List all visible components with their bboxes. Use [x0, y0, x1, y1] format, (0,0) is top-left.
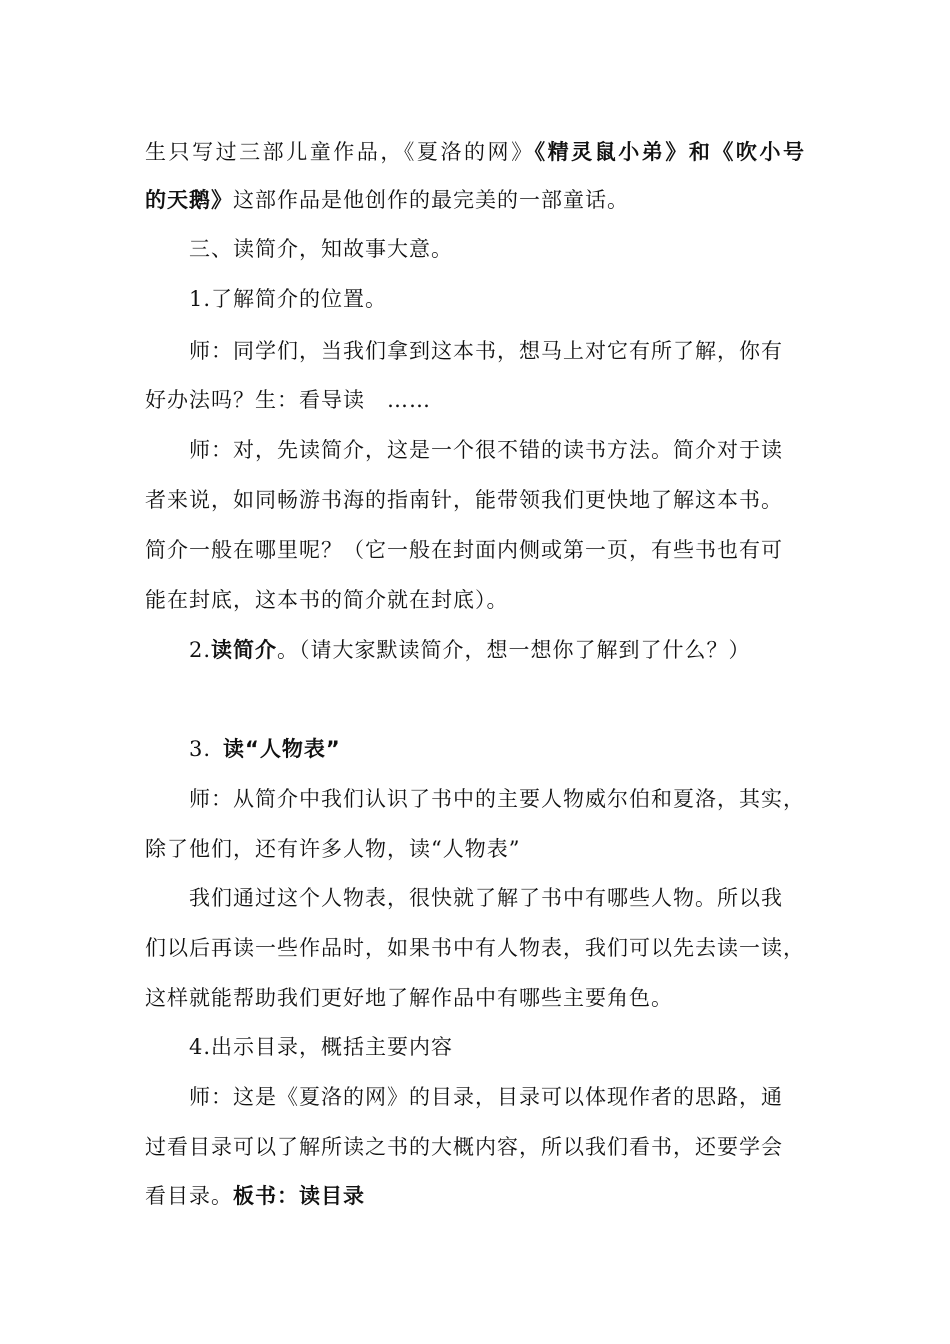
- paragraph-line: [145, 184, 629, 216]
- paragraph-line: 好办法吗？生：看导读 ……: [145, 388, 431, 412]
- text-run: 2.: [189, 638, 212, 662]
- text-run: 这部作品是他创作的最完美的一部童话。: [233, 188, 629, 212]
- paragraph-line: 们以后再读一些作品时，如果书中有人物表，我们可以先去读一读，: [145, 936, 805, 960]
- paragraph-line: 这样就能帮助我们更好地了解作品中有哪些主要角色。: [145, 986, 673, 1010]
- subsection-heading: [189, 634, 751, 666]
- bold-text-run: 读简介: [211, 638, 278, 662]
- bold-text-run: 《精灵鼠小弟》和《吹小号: [534, 140, 806, 164]
- bold-text-run: 读“人物表”: [223, 737, 341, 761]
- bold-text-run: 的天鹅》: [145, 188, 233, 212]
- paragraph-line: 过看目录可以了解所读之书的大概内容，所以我们看书，还要学会: [145, 1135, 783, 1159]
- text-run: 3.: [189, 737, 212, 761]
- subsection-heading: [189, 733, 341, 765]
- paragraph-line: 我们通过这个人物表，很快就了解了书中有哪些人物。所以我: [189, 886, 783, 910]
- section-heading: 三、读简介，知故事大意。: [189, 237, 453, 261]
- text-run: 。（请大家默读简介，想一想你了解到了什么？）: [277, 638, 751, 662]
- subsection-heading: 4.出示目录，概括主要内容: [189, 1035, 454, 1059]
- bold-text-run: 板书：读目录: [233, 1184, 365, 1208]
- paragraph-line: [145, 136, 805, 168]
- paragraph-line: 师：同学们，当我们拿到这本书，想马上对它有所了解，你有: [189, 339, 783, 363]
- paragraph-line: 师：对，先读简介，这是一个很不错的读书方法。简介对于读: [189, 438, 783, 462]
- paragraph-line: [145, 1180, 365, 1212]
- subsection-heading: 1.了解简介的位置。: [189, 287, 388, 311]
- paragraph-line: 能在封底，这本书的简介就在封底）。: [145, 588, 509, 612]
- paragraph-line: 除了他们，还有许多人物，读“人物表”: [145, 837, 521, 861]
- paragraph-line: 师：从简介中我们认识了书中的主要人物威尔伯和夏洛，其实，: [189, 787, 805, 811]
- text-run: 生只写过三部儿童作品，《夏洛的网》: [145, 140, 535, 164]
- paragraph-line: 简介一般在哪里呢？（它一般在封面内侧或第一页，有些书也有可: [145, 538, 783, 562]
- paragraph-line: 者来说，如同畅游书海的指南针，能带领我们更快地了解这本书。: [145, 488, 783, 512]
- paragraph-line: 师：这是《夏洛的网》的目录，目录可以体现作者的思路，通: [189, 1085, 783, 1109]
- text-run: 看目录。: [145, 1184, 233, 1208]
